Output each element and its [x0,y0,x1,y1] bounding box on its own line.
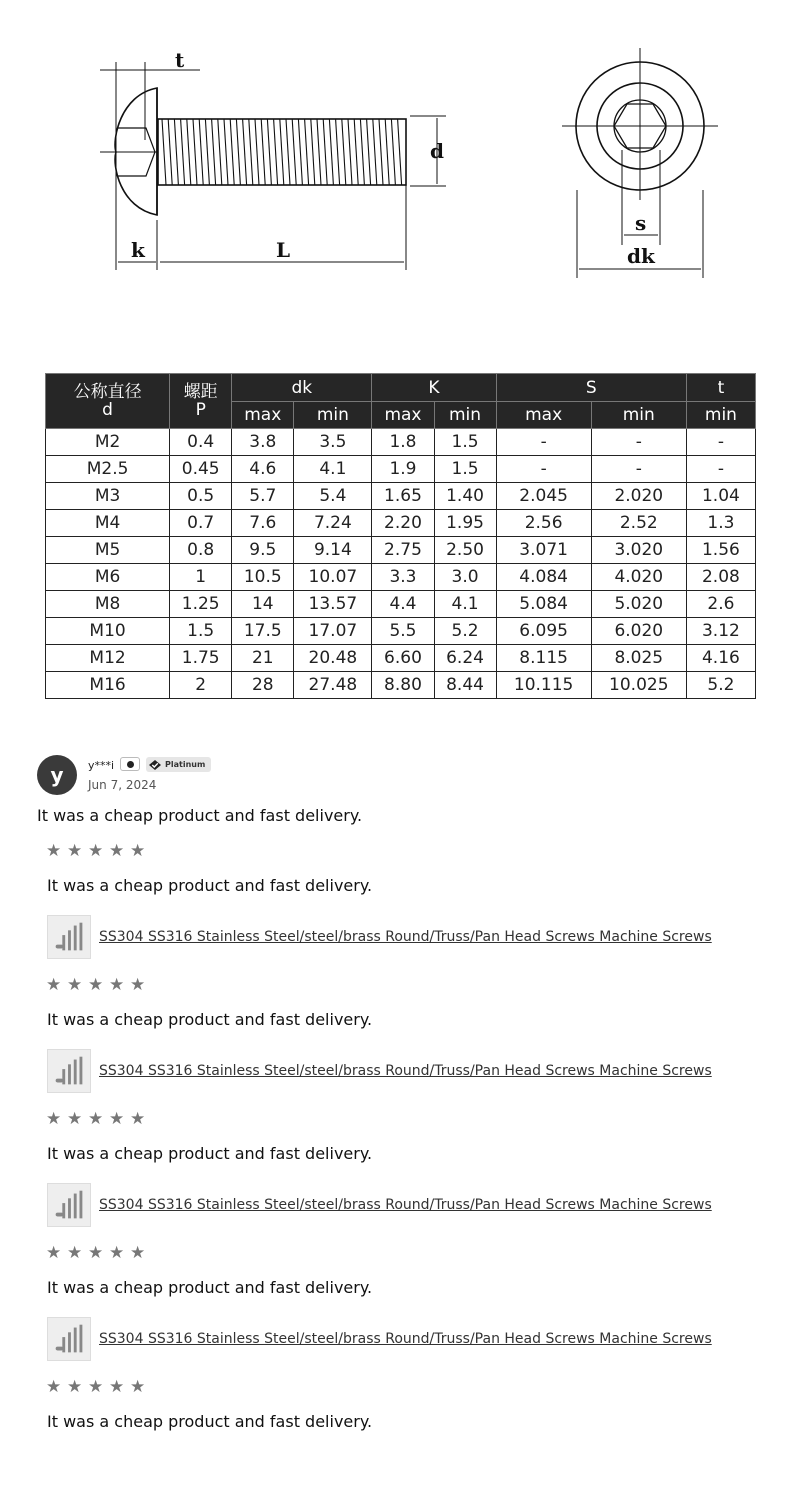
table-cell: 9.14 [294,537,372,564]
subheader: min [686,402,755,429]
table-row [46,483,756,510]
table-cell: 3.071 [496,537,591,564]
avatar: y [37,755,77,795]
star-icon: ★ [67,1377,83,1397]
table-cell: 6.60 [372,645,434,672]
table-cell: 6.095 [496,618,591,645]
table-cell: 5.2 [686,672,755,699]
table-cell: - [686,429,755,456]
review-item [46,1243,766,1347]
table-cell: M2.5 [46,456,170,483]
table-cell: 3.5 [294,429,372,456]
table-cell: 6.24 [434,645,496,672]
table-cell: 20.48 [294,645,372,672]
table-cell: 4.1 [434,591,496,618]
table-cell: 2.52 [591,510,686,537]
table-row [46,645,756,672]
platinum-badge [146,757,211,772]
table-cell: 5.2 [434,618,496,645]
table-row [46,456,756,483]
star-icon: ★ [67,841,83,861]
table-cell: 3.8 [232,429,294,456]
table-row [46,537,756,564]
table-cell: 2.6 [686,591,755,618]
star-icon: ★ [46,841,62,861]
subheader: min [434,402,496,429]
header-dk: dk [232,374,372,402]
star-icon: ★ [130,1109,146,1129]
screws-thumbnail-icon[interactable] [47,915,91,959]
star-icon: ★ [88,1243,104,1263]
table-cell: 1.5 [434,456,496,483]
table-cell: 14 [232,591,294,618]
product-link[interactable]: SS304 SS316 Stainless Steel/steel/brass Round/Truss/Pan Head Screws Machine Screws [99,1197,712,1213]
dim-label-L: L [276,238,291,262]
dim-label-k: k [131,238,145,262]
table-cell: 27.48 [294,672,372,699]
table-cell: - [591,429,686,456]
purchased-product[interactable] [47,1317,712,1361]
star-icon: ★ [109,975,125,995]
table-cell: 8.44 [434,672,496,699]
table-cell: 1.65 [372,483,434,510]
table-cell: - [496,429,591,456]
table-cell: 4.1 [294,456,372,483]
table-cell: 8.025 [591,645,686,672]
table-cell: M12 [46,645,170,672]
star-icon: ★ [130,1377,146,1397]
table-cell: 1.3 [686,510,755,537]
table-cell: 4.16 [686,645,755,672]
table-row [46,591,756,618]
screws-thumbnail-icon[interactable] [47,1183,91,1227]
table-cell: 1 [170,564,232,591]
table-cell: 4.084 [496,564,591,591]
product-link[interactable]: SS304 SS316 Stainless Steel/steel/brass Round/Truss/Pan Head Screws Machine Screws [99,1063,712,1079]
table-cell: 2.08 [686,564,755,591]
table-cell: 8.80 [372,672,434,699]
table-cell: 17.5 [232,618,294,645]
star-icon: ★ [130,1243,146,1263]
review-summary: It was a cheap product and fast delivery. [37,806,363,825]
table-cell: 21 [232,645,294,672]
star-icon: ★ [109,1377,125,1397]
table-cell: 13.57 [294,591,372,618]
review-item [46,841,766,945]
table-cell: 3.12 [686,618,755,645]
table-cell: M5 [46,537,170,564]
table-cell: 5.020 [591,591,686,618]
star-icon: ★ [88,841,104,861]
table-cell: 2.50 [434,537,496,564]
table-cell: 5.084 [496,591,591,618]
table-body [46,429,756,699]
table-cell: 5.5 [372,618,434,645]
table-cell: 2.20 [372,510,434,537]
table-cell: M3 [46,483,170,510]
star-icon: ★ [46,1109,62,1129]
table-cell: 17.07 [294,618,372,645]
review-text: It was a cheap product and fast delivery. [47,1144,373,1163]
subheader: min [294,402,372,429]
table-cell: M16 [46,672,170,699]
purchased-product[interactable] [47,1049,712,1093]
table-cell: 2.020 [591,483,686,510]
star-icon: ★ [88,975,104,995]
table-row [46,429,756,456]
table-row [46,510,756,537]
table-cell: 4.6 [232,456,294,483]
star-icon: ★ [67,975,83,995]
table-cell: M4 [46,510,170,537]
table-cell: M8 [46,591,170,618]
table-cell: 10.5 [232,564,294,591]
dim-label-d: d [430,139,444,163]
table-cell: 2.75 [372,537,434,564]
table-cell: 8.115 [496,645,591,672]
screws-thumbnail-icon[interactable] [47,1317,91,1361]
subheader: min [591,402,686,429]
table-cell: 1.5 [170,618,232,645]
table-cell: 3.0 [434,564,496,591]
table-cell: 0.45 [170,456,232,483]
badge-label: Platinum [165,760,206,769]
header-pitch: 螺距 P [170,374,232,429]
verified-check-icon [120,757,140,771]
star-icon: ★ [109,1109,125,1129]
dim-label-t: t [175,48,185,72]
table-cell: M2 [46,429,170,456]
table-row [46,618,756,645]
table-cell: 1.5 [434,429,496,456]
review-text: It was a cheap product and fast delivery. [47,1010,373,1029]
table-cell: - [591,456,686,483]
table-cell: 7.6 [232,510,294,537]
product-link[interactable]: SS304 SS316 Stainless Steel/steel/brass Round/Truss/Pan Head Screws Machine Screws [99,1331,712,1347]
table-cell: 1.25 [170,591,232,618]
purchased-product[interactable] [47,915,712,959]
header-k: K [372,374,496,402]
star-rating [46,1245,766,1263]
subheader: max [232,402,294,429]
dimensions-table [45,373,756,699]
star-rating [46,977,766,995]
header-s: S [496,374,686,402]
table-cell: 3.020 [591,537,686,564]
table-cell: 10.115 [496,672,591,699]
table-cell: 0.4 [170,429,232,456]
screws-thumbnail-icon[interactable] [47,1049,91,1093]
star-icon: ★ [88,1377,104,1397]
table-cell: 4.020 [591,564,686,591]
table-cell: 1.9 [372,456,434,483]
table-cell: 6.020 [591,618,686,645]
table-cell: 0.5 [170,483,232,510]
table-cell: 1.40 [434,483,496,510]
table-cell: 1.75 [170,645,232,672]
purchased-product[interactable] [47,1183,712,1227]
review-item [46,975,766,1079]
table-row [46,564,756,591]
table-cell: - [686,456,755,483]
table-cell: M10 [46,618,170,645]
dim-label-dk: dk [627,244,655,268]
star-icon: ★ [67,1109,83,1129]
review-date: Jun 7, 2024 [88,778,157,792]
star-icon: ★ [130,975,146,995]
table-cell: M6 [46,564,170,591]
header-nominal-diameter: 公称直径 d [46,374,170,429]
table-cell: 1.8 [372,429,434,456]
table-cell: 0.7 [170,510,232,537]
review-text: It was a cheap product and fast delivery. [47,876,373,895]
star-rating [46,1379,766,1397]
table-cell: 3.3 [372,564,434,591]
star-icon: ★ [109,841,125,861]
product-link[interactable]: SS304 SS316 Stainless Steel/steel/brass Round/Truss/Pan Head Screws Machine Screws [99,929,712,945]
review-item [46,1109,766,1213]
diamond-check-icon [148,759,162,771]
table-cell: 1.04 [686,483,755,510]
table-cell: 2 [170,672,232,699]
header-t: t [686,374,755,402]
reviewer-name: y***i [88,759,115,772]
star-icon: ★ [46,975,62,995]
table-cell: 10.07 [294,564,372,591]
table-row [46,672,756,699]
star-rating [46,1111,766,1129]
table-cell: - [496,456,591,483]
star-icon: ★ [130,841,146,861]
table-cell: 9.5 [232,537,294,564]
table-cell: 0.8 [170,537,232,564]
star-icon: ★ [46,1377,62,1397]
star-icon: ★ [46,1243,62,1263]
table-cell: 5.7 [232,483,294,510]
table-cell: 7.24 [294,510,372,537]
table-cell: 2.045 [496,483,591,510]
star-icon: ★ [88,1109,104,1129]
table-cell: 10.025 [591,672,686,699]
side-view [100,62,446,270]
star-icon: ★ [67,1243,83,1263]
table-cell: 5.4 [294,483,372,510]
table-cell: 4.4 [372,591,434,618]
review-text: It was a cheap product and fast delivery. [47,1412,373,1431]
star-icon: ★ [109,1243,125,1263]
table-cell: 1.95 [434,510,496,537]
review-item [46,1377,766,1431]
table-cell: 1.56 [686,537,755,564]
table-cell: 28 [232,672,294,699]
screw-technical-drawing [0,0,800,300]
dim-label-s: s [635,211,647,235]
subheader: max [496,402,591,429]
star-rating [46,843,766,861]
table-cell: 2.56 [496,510,591,537]
review-text: It was a cheap product and fast delivery. [47,1278,373,1297]
subheader: max [372,402,434,429]
